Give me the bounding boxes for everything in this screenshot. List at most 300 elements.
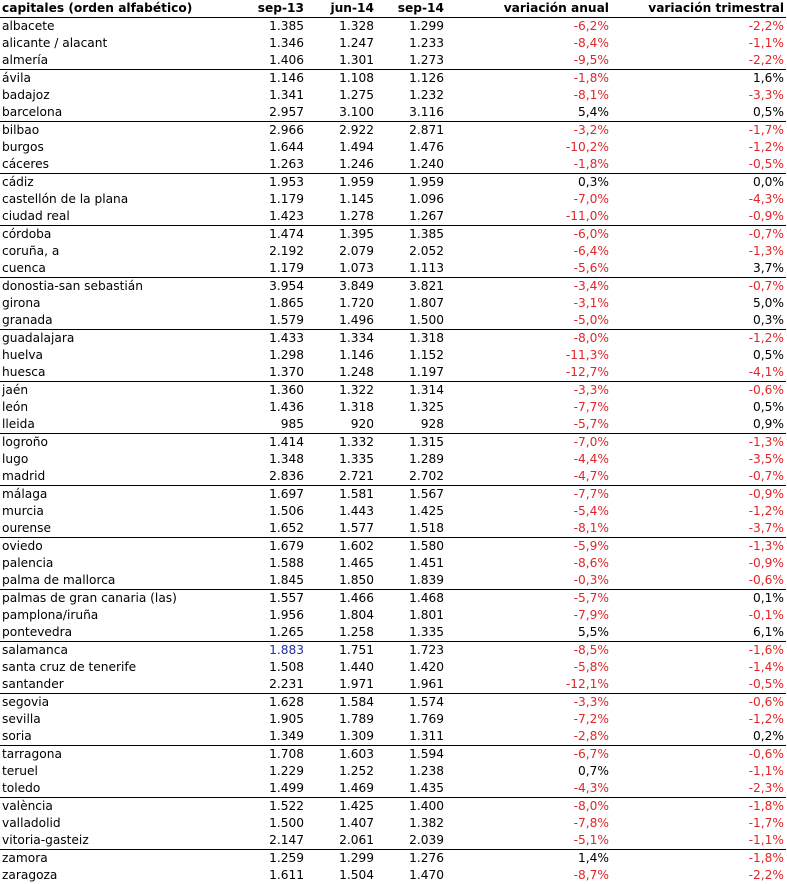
sep-13-value: 1.628	[236, 694, 306, 712]
variacion-trimestral-value: -2,3%	[611, 780, 786, 798]
variacion-trimestral-value: -0,9%	[611, 208, 786, 226]
sep-13-value: 1.883	[236, 642, 306, 660]
sep-13-value: 1.229	[236, 763, 306, 780]
variacion-anual-value: -7,0%	[446, 191, 611, 208]
sep-13-value: 1.499	[236, 780, 306, 798]
capital-name: donostia-san sebastián	[0, 278, 236, 296]
capital-name: albacete	[0, 18, 236, 36]
variacion-anual-value: -3,1%	[446, 295, 611, 312]
variacion-trimestral-value: -2,2%	[611, 52, 786, 70]
sep-14-value: 1.807	[376, 295, 446, 312]
capital-name: burgos	[0, 139, 236, 156]
sep-14-value: 1.314	[376, 382, 446, 400]
variacion-trimestral-value: -1,8%	[611, 850, 786, 868]
table-row	[0, 226, 786, 244]
jun-14-value: 1.602	[306, 538, 376, 556]
variacion-trimestral-value: -1,7%	[611, 122, 786, 140]
sep-14-value: 1.594	[376, 746, 446, 764]
variacion-trimestral-value: -2,2%	[611, 867, 786, 884]
sep-14-value: 2.871	[376, 122, 446, 140]
table-row	[0, 364, 786, 382]
jun-14-value: 1.247	[306, 35, 376, 52]
variacion-anual-value: -5,9%	[446, 538, 611, 556]
table-row	[0, 451, 786, 468]
table-row	[0, 243, 786, 260]
capital-name: madrid	[0, 468, 236, 486]
variacion-anual-value: -5,1%	[446, 832, 611, 850]
variacion-anual-value: -5,0%	[446, 312, 611, 330]
jun-14-value: 1.328	[306, 18, 376, 36]
variacion-trimestral-value: 5,0%	[611, 295, 786, 312]
capital-name: alicante / alacant	[0, 35, 236, 52]
capital-name: santa cruz de tenerife	[0, 659, 236, 676]
sep-14-value: 1.961	[376, 676, 446, 694]
capital-name: valladolid	[0, 815, 236, 832]
jun-14-value: 1.252	[306, 763, 376, 780]
header-variacion-trimestral: variación trimestral	[611, 0, 786, 18]
table-row	[0, 382, 786, 400]
sep-14-value: 1.567	[376, 486, 446, 504]
sep-14-value: 1.580	[376, 538, 446, 556]
variacion-anual-value: -8,1%	[446, 87, 611, 104]
table-row	[0, 156, 786, 174]
sep-13-value: 2.836	[236, 468, 306, 486]
capital-name: granada	[0, 312, 236, 330]
variacion-anual-value: -11,0%	[446, 208, 611, 226]
sep-14-value: 2.039	[376, 832, 446, 850]
capital-name: jaén	[0, 382, 236, 400]
variacion-anual-value: -12,7%	[446, 364, 611, 382]
variacion-anual-value: 0,7%	[446, 763, 611, 780]
table-row	[0, 260, 786, 278]
jun-14-value: 1.073	[306, 260, 376, 278]
jun-14-value: 1.581	[306, 486, 376, 504]
variacion-trimestral-value: -1,2%	[611, 711, 786, 728]
table-row	[0, 503, 786, 520]
sep-13-value: 1.414	[236, 434, 306, 452]
capital-name: guadalajara	[0, 330, 236, 348]
variacion-anual-value: -7,2%	[446, 711, 611, 728]
sep-13-value: 1.845	[236, 572, 306, 590]
variacion-anual-value: -4,7%	[446, 468, 611, 486]
capital-name: girona	[0, 295, 236, 312]
variacion-anual-value: 0,3%	[446, 174, 611, 192]
jun-14-value: 1.720	[306, 295, 376, 312]
variacion-anual-value: -0,3%	[446, 572, 611, 590]
capital-name: zaragoza	[0, 867, 236, 884]
table-row	[0, 52, 786, 70]
jun-14-value: 1.335	[306, 451, 376, 468]
variacion-trimestral-value: -1,1%	[611, 35, 786, 52]
table-row	[0, 208, 786, 226]
variacion-anual-value: -6,2%	[446, 18, 611, 36]
header-capitales: capitales (orden alfabético)	[0, 0, 236, 18]
table-row	[0, 798, 786, 816]
capital-name: ourense	[0, 520, 236, 538]
variacion-anual-value: -1,8%	[446, 156, 611, 174]
sep-14-value: 2.052	[376, 243, 446, 260]
variacion-anual-value: -3,3%	[446, 382, 611, 400]
jun-14-value: 1.440	[306, 659, 376, 676]
sep-14-value: 928	[376, 416, 446, 434]
table-row	[0, 711, 786, 728]
capital-name: ávila	[0, 70, 236, 88]
sep-13-value: 1.263	[236, 156, 306, 174]
variacion-trimestral-value: -4,3%	[611, 191, 786, 208]
sep-14-value: 1.311	[376, 728, 446, 746]
sep-13-value: 1.349	[236, 728, 306, 746]
sep-13-value: 1.652	[236, 520, 306, 538]
header-sep-14: sep-14	[376, 0, 446, 18]
variacion-anual-value: -9,5%	[446, 52, 611, 70]
sep-13-value: 1.611	[236, 867, 306, 884]
variacion-anual-value: -8,7%	[446, 867, 611, 884]
sep-14-value: 1.839	[376, 572, 446, 590]
table-row	[0, 122, 786, 140]
capital-name: soria	[0, 728, 236, 746]
sep-14-value: 3.116	[376, 104, 446, 122]
variacion-anual-value: 5,4%	[446, 104, 611, 122]
variacion-trimestral-value: -1,3%	[611, 538, 786, 556]
sep-14-value: 1.233	[376, 35, 446, 52]
jun-14-value: 1.275	[306, 87, 376, 104]
sep-14-value: 1.382	[376, 815, 446, 832]
variacion-anual-value: -5,8%	[446, 659, 611, 676]
variacion-anual-value: -5,7%	[446, 416, 611, 434]
table-row	[0, 832, 786, 850]
header-row	[0, 0, 786, 18]
sep-14-value: 1.470	[376, 867, 446, 884]
table-row	[0, 728, 786, 746]
variacion-trimestral-value: 0,5%	[611, 399, 786, 416]
variacion-trimestral-value: 0,0%	[611, 174, 786, 192]
capital-name: ciudad real	[0, 208, 236, 226]
sep-13-value: 1.146	[236, 70, 306, 88]
variacion-anual-value: -8,0%	[446, 330, 611, 348]
variacion-trimestral-value: -1,6%	[611, 642, 786, 660]
sep-13-value: 2.231	[236, 676, 306, 694]
variacion-trimestral-value: 6,1%	[611, 624, 786, 642]
capital-name: sevilla	[0, 711, 236, 728]
sep-14-value: 1.096	[376, 191, 446, 208]
variacion-anual-value: -10,2%	[446, 139, 611, 156]
capital-name: barcelona	[0, 104, 236, 122]
variacion-trimestral-value: -2,2%	[611, 18, 786, 36]
variacion-trimestral-value: -0,6%	[611, 694, 786, 712]
header-jun-14: jun-14	[306, 0, 376, 18]
variacion-trimestral-value: -1,2%	[611, 330, 786, 348]
sep-13-value: 1.579	[236, 312, 306, 330]
capital-name: teruel	[0, 763, 236, 780]
table-row	[0, 676, 786, 694]
variacion-anual-value: -3,4%	[446, 278, 611, 296]
variacion-trimestral-value: -3,5%	[611, 451, 786, 468]
sep-13-value: 1.956	[236, 607, 306, 624]
variacion-trimestral-value: 3,7%	[611, 260, 786, 278]
variacion-trimestral-value: -0,5%	[611, 156, 786, 174]
sep-14-value: 1.500	[376, 312, 446, 330]
variacion-trimestral-value: -0,7%	[611, 278, 786, 296]
capital-name: córdoba	[0, 226, 236, 244]
sep-14-value: 1.425	[376, 503, 446, 520]
sep-13-value: 1.341	[236, 87, 306, 104]
variacion-trimestral-value: -1,2%	[611, 139, 786, 156]
table-row	[0, 35, 786, 52]
sep-14-value: 1.476	[376, 139, 446, 156]
capital-name: coruña, a	[0, 243, 236, 260]
variacion-anual-value: 5,5%	[446, 624, 611, 642]
capital-name: lleida	[0, 416, 236, 434]
sep-13-value: 1.360	[236, 382, 306, 400]
variacion-anual-value: -5,7%	[446, 590, 611, 608]
capital-name: pontevedra	[0, 624, 236, 642]
variacion-trimestral-value: -0,7%	[611, 468, 786, 486]
jun-14-value: 2.079	[306, 243, 376, 260]
sep-14-value: 1.276	[376, 850, 446, 868]
table-row	[0, 104, 786, 122]
variacion-anual-value: -1,8%	[446, 70, 611, 88]
variacion-trimestral-value: 0,5%	[611, 104, 786, 122]
jun-14-value: 1.278	[306, 208, 376, 226]
sep-14-value: 1.240	[376, 156, 446, 174]
capital-name: castellón de la plana	[0, 191, 236, 208]
capital-name: bilbao	[0, 122, 236, 140]
sep-14-value: 1.723	[376, 642, 446, 660]
sep-13-value: 1.905	[236, 711, 306, 728]
variacion-anual-value: -3,3%	[446, 694, 611, 712]
jun-14-value: 3.100	[306, 104, 376, 122]
variacion-anual-value: 1,4%	[446, 850, 611, 868]
jun-14-value: 2.922	[306, 122, 376, 140]
variacion-trimestral-value: 0,3%	[611, 312, 786, 330]
table-row	[0, 659, 786, 676]
capital-name: oviedo	[0, 538, 236, 556]
sep-13-value: 2.957	[236, 104, 306, 122]
jun-14-value: 920	[306, 416, 376, 434]
sep-14-value: 1.385	[376, 226, 446, 244]
jun-14-value: 1.334	[306, 330, 376, 348]
capital-name: palma de mallorca	[0, 572, 236, 590]
table-body	[0, 18, 786, 884]
capital-name: santander	[0, 676, 236, 694]
table-row	[0, 434, 786, 452]
capital-name: logroño	[0, 434, 236, 452]
sep-13-value: 1.348	[236, 451, 306, 468]
variacion-anual-value: -8,4%	[446, 35, 611, 52]
sep-14-value: 1.152	[376, 347, 446, 364]
variacion-anual-value: -6,7%	[446, 746, 611, 764]
variacion-trimestral-value: -0,9%	[611, 555, 786, 572]
variacion-anual-value: -8,1%	[446, 520, 611, 538]
capital-name: zamora	[0, 850, 236, 868]
table-row	[0, 572, 786, 590]
sep-13-value: 1.436	[236, 399, 306, 416]
variacion-trimestral-value: -0,6%	[611, 382, 786, 400]
table-row	[0, 295, 786, 312]
sep-13-value: 3.954	[236, 278, 306, 296]
sep-13-value: 1.708	[236, 746, 306, 764]
capital-name: león	[0, 399, 236, 416]
capital-name: vitoria-gasteiz	[0, 832, 236, 850]
sep-14-value: 1.232	[376, 87, 446, 104]
sep-13-value: 1.298	[236, 347, 306, 364]
sep-14-value: 1.335	[376, 624, 446, 642]
table-row	[0, 70, 786, 88]
sep-13-value: 1.265	[236, 624, 306, 642]
jun-14-value: 2.061	[306, 832, 376, 850]
variacion-anual-value: -6,0%	[446, 226, 611, 244]
variacion-anual-value: -4,4%	[446, 451, 611, 468]
sep-14-value: 1.959	[376, 174, 446, 192]
sep-13-value: 1.433	[236, 330, 306, 348]
table-row	[0, 468, 786, 486]
sep-14-value: 1.400	[376, 798, 446, 816]
table-row	[0, 312, 786, 330]
variacion-trimestral-value: -0,9%	[611, 486, 786, 504]
sep-14-value: 1.267	[376, 208, 446, 226]
variacion-anual-value: -7,7%	[446, 486, 611, 504]
variacion-trimestral-value: -1,4%	[611, 659, 786, 676]
variacion-trimestral-value: -1,1%	[611, 832, 786, 850]
sep-14-value: 1.325	[376, 399, 446, 416]
table-row	[0, 87, 786, 104]
jun-14-value: 1.146	[306, 347, 376, 364]
jun-14-value: 1.309	[306, 728, 376, 746]
sep-13-value: 1.522	[236, 798, 306, 816]
sep-14-value: 1.518	[376, 520, 446, 538]
sep-14-value: 1.273	[376, 52, 446, 70]
jun-14-value: 1.466	[306, 590, 376, 608]
variacion-trimestral-value: 0,2%	[611, 728, 786, 746]
jun-14-value: 1.577	[306, 520, 376, 538]
sep-14-value: 2.702	[376, 468, 446, 486]
header-variacion-anual: variación anual	[446, 0, 611, 18]
jun-14-value: 1.322	[306, 382, 376, 400]
sep-13-value: 1.259	[236, 850, 306, 868]
jun-14-value: 1.248	[306, 364, 376, 382]
table-row	[0, 538, 786, 556]
variacion-anual-value: -8,0%	[446, 798, 611, 816]
sep-13-value: 1.500	[236, 815, 306, 832]
jun-14-value: 1.301	[306, 52, 376, 70]
sep-13-value: 1.953	[236, 174, 306, 192]
jun-14-value: 1.584	[306, 694, 376, 712]
sep-13-value: 1.644	[236, 139, 306, 156]
jun-14-value: 1.494	[306, 139, 376, 156]
variacion-trimestral-value: 0,1%	[611, 590, 786, 608]
sep-14-value: 3.821	[376, 278, 446, 296]
table-row	[0, 486, 786, 504]
capital-name: lugo	[0, 451, 236, 468]
variacion-trimestral-value: -0,1%	[611, 607, 786, 624]
table-row	[0, 694, 786, 712]
sep-14-value: 1.315	[376, 434, 446, 452]
table-row	[0, 780, 786, 798]
table-row	[0, 139, 786, 156]
jun-14-value: 1.318	[306, 399, 376, 416]
variacion-anual-value: -3,2%	[446, 122, 611, 140]
table-row	[0, 399, 786, 416]
variacion-trimestral-value: -4,1%	[611, 364, 786, 382]
table-row	[0, 815, 786, 832]
sep-13-value: 1.508	[236, 659, 306, 676]
jun-14-value: 1.425	[306, 798, 376, 816]
variacion-trimestral-value: -1,3%	[611, 434, 786, 452]
variacion-anual-value: -6,4%	[446, 243, 611, 260]
jun-14-value: 1.465	[306, 555, 376, 572]
variacion-trimestral-value: -0,7%	[611, 226, 786, 244]
sep-14-value: 1.451	[376, 555, 446, 572]
sep-14-value: 1.318	[376, 330, 446, 348]
jun-14-value: 1.299	[306, 850, 376, 868]
jun-14-value: 1.850	[306, 572, 376, 590]
sep-13-value: 1.697	[236, 486, 306, 504]
capital-name: huesca	[0, 364, 236, 382]
capital-name: málaga	[0, 486, 236, 504]
jun-14-value: 1.443	[306, 503, 376, 520]
variacion-anual-value: -5,4%	[446, 503, 611, 520]
table-row	[0, 520, 786, 538]
capital-name: murcia	[0, 503, 236, 520]
sep-13-value: 1.865	[236, 295, 306, 312]
header-sep-13: sep-13	[236, 0, 306, 18]
capital-name: cádiz	[0, 174, 236, 192]
capital-name: badajoz	[0, 87, 236, 104]
sep-14-value: 1.113	[376, 260, 446, 278]
variacion-trimestral-value: -0,5%	[611, 676, 786, 694]
variacion-anual-value: -8,5%	[446, 642, 611, 660]
jun-14-value: 1.789	[306, 711, 376, 728]
capital-name: cuenca	[0, 260, 236, 278]
variacion-trimestral-value: -1,1%	[611, 763, 786, 780]
sep-14-value: 1.197	[376, 364, 446, 382]
sep-13-value: 1.179	[236, 260, 306, 278]
variacion-trimestral-value: -0,6%	[611, 746, 786, 764]
variacion-trimestral-value: -3,3%	[611, 87, 786, 104]
sep-13-value: 1.370	[236, 364, 306, 382]
table-row	[0, 590, 786, 608]
jun-14-value: 2.721	[306, 468, 376, 486]
jun-14-value: 1.971	[306, 676, 376, 694]
table-row	[0, 347, 786, 364]
table-row	[0, 191, 786, 208]
capital-name: toledo	[0, 780, 236, 798]
table-row	[0, 18, 786, 36]
sep-13-value: 1.346	[236, 35, 306, 52]
jun-14-value: 3.849	[306, 278, 376, 296]
table-row	[0, 330, 786, 348]
capital-name: tarragona	[0, 746, 236, 764]
jun-14-value: 1.395	[306, 226, 376, 244]
jun-14-value: 1.108	[306, 70, 376, 88]
table-row	[0, 607, 786, 624]
variacion-trimestral-value: -1,3%	[611, 243, 786, 260]
sep-14-value: 1.769	[376, 711, 446, 728]
sep-13-value: 1.679	[236, 538, 306, 556]
sep-14-value: 1.126	[376, 70, 446, 88]
variacion-anual-value: -7,9%	[446, 607, 611, 624]
table-row	[0, 850, 786, 868]
jun-14-value: 1.469	[306, 780, 376, 798]
sep-13-value: 2.147	[236, 832, 306, 850]
variacion-trimestral-value: 0,9%	[611, 416, 786, 434]
table-row	[0, 174, 786, 192]
sep-13-value: 1.588	[236, 555, 306, 572]
sep-14-value: 1.420	[376, 659, 446, 676]
sep-13-value: 1.474	[236, 226, 306, 244]
table-row	[0, 746, 786, 764]
jun-14-value: 1.258	[306, 624, 376, 642]
